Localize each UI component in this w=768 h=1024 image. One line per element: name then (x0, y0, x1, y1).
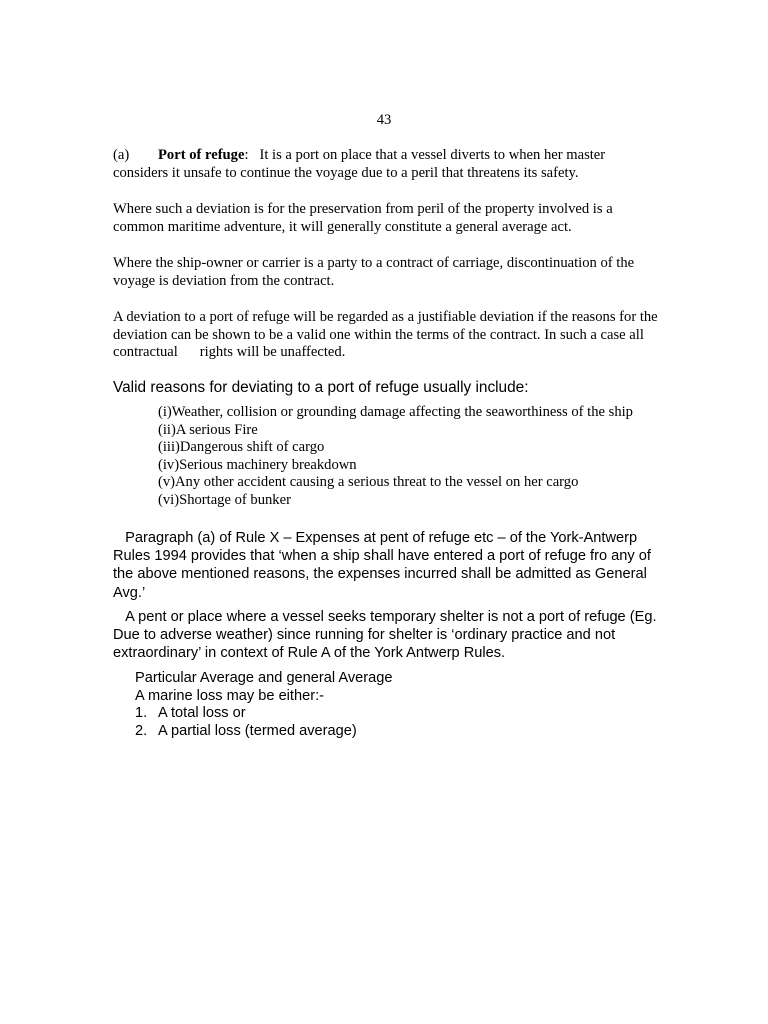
list-item-text: A total loss or (158, 705, 246, 721)
list-item: (i)Weather, collision or grounding damage affecting the seaworthiness of the ship (158, 404, 633, 420)
list-item (135, 705, 357, 723)
pent-or-place-paragraph: A pent or place where a vessel seeks temporary shelter is not a port of refuge (Eg. Due to adverse weather) since running for shelter is ‘ordinary practice and not extraordinary’ in context of Rule A of the York Antwerp Rules. (113, 609, 661, 662)
list-item: (iv)Serious machinery breakdown (158, 456, 357, 473)
justifiable-deviation-paragraph: A deviation to a port of refuge will be regarded as a justifiable deviation if the reasons for the deviation can be shown to be a valid one within the terms of the contract. In such a case all contractual rights will be unaffected. (113, 309, 662, 361)
port-of-refuge-term: Port of refuge (158, 147, 245, 163)
list-number: 1. (135, 705, 148, 721)
list-item: (v)Any other accident causing a serious threat to the vessel on her cargo (158, 474, 579, 491)
item-label: (a) (113, 147, 130, 163)
list-item: (ii)A serious Fire (158, 421, 258, 438)
average-heading: Particular Average and general Average (135, 670, 393, 686)
list-number: 2. (135, 722, 148, 739)
list-item: (iii)Dangerous shift of cargo (158, 439, 325, 456)
port-of-refuge-paragraph (113, 147, 658, 182)
marine-loss-list (135, 705, 357, 740)
page-number: 43 (376, 112, 392, 128)
rule-x-paragraph: Paragraph (a) of Rule X – Expenses at pent of refuge etc – of the York-Antwerp Rules 1994 provides that ‘when a ship shall have entered a port of refuge fro any of the above mentioned reasons, the expenses incurred shall be admitted as General Avg.’ (113, 530, 655, 601)
valid-reasons-intro: Valid reasons for deviating to a port of refuge usually include: (113, 379, 529, 396)
list-item: (vi)Shortage of bunker (158, 491, 291, 508)
list-item (135, 723, 357, 741)
port-of-refuge-definition: It is a port on place that a vessel diverts to when her master considers it unsafe to continue the voyage due to a peril that threatens its safety. (113, 147, 609, 181)
list-item-text: A partial loss (termed average) (158, 722, 357, 739)
valid-reasons-list (158, 404, 633, 510)
shipowner-paragraph: Where the ship-owner or carrier is a party to a contract of carriage, discontinuation of the voyage is deviation from the contract. (113, 255, 635, 289)
deviation-paragraph: Where such a deviation is for the preservation from peril of the property involved is a common maritime adventure, it will generally constitute a general average act. (113, 201, 613, 235)
marine-loss-intro: A marine loss may be either:- (135, 688, 324, 704)
term-colon: : (244, 147, 249, 163)
